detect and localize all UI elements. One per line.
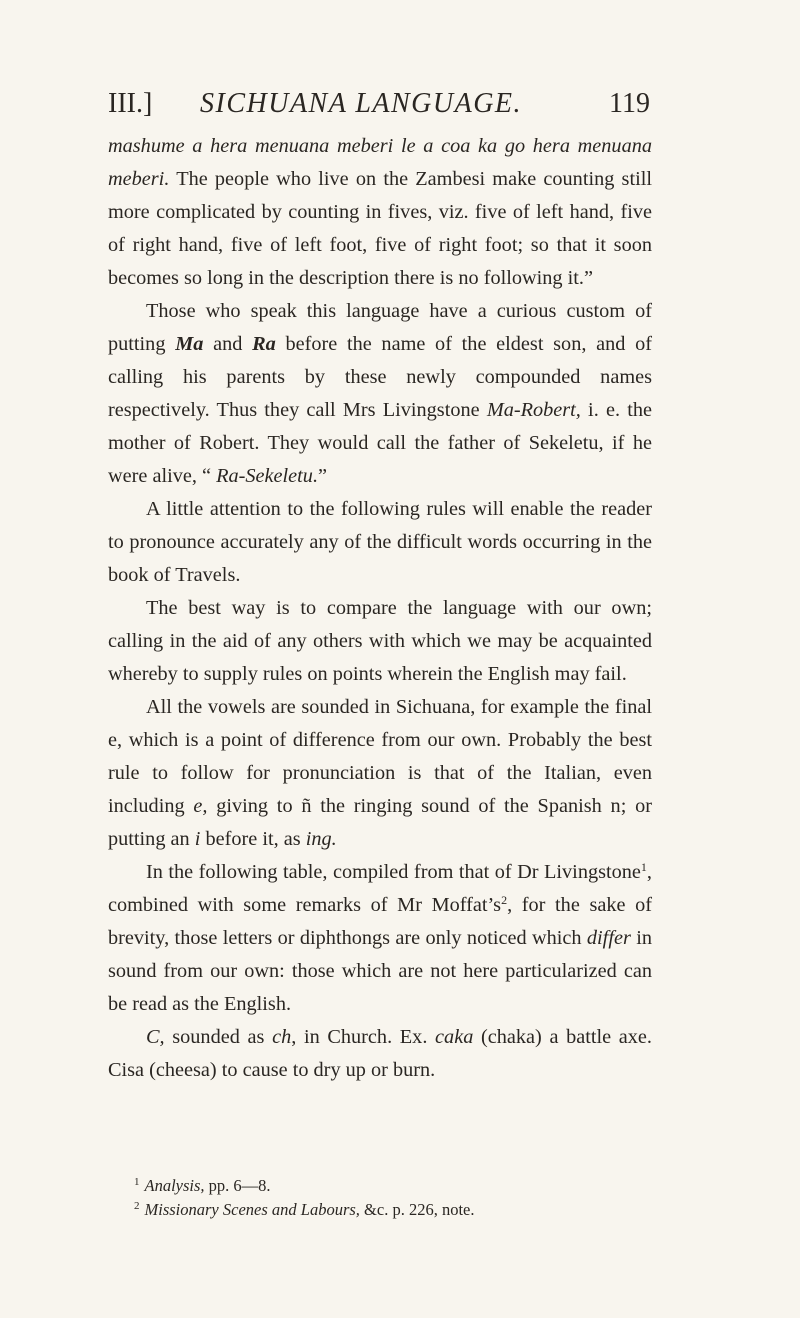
text-run: In the following table, compiled from that of Dr Livingstone [146,861,641,883]
paragraph [108,592,652,691]
emphasis-text: Ra [252,333,276,355]
text-run: sounded as [164,1026,273,1048]
text-run: i. e. the mother of Robert. They would call the father of Sekeletu, if he were alive, “ [108,399,652,487]
text-run: Those who speak this language have a curious custom of putting [108,300,652,355]
paragraph [108,295,652,493]
paragraph [108,493,652,592]
emphasis-text: ch [272,1026,292,1048]
emphasis-text: e, [193,795,208,817]
paragraph [108,130,652,295]
text-run: in sound from our own: those which are not here particularized can be read as the English. [108,927,652,1015]
footnote-mark: 1 [134,1176,140,1188]
emphasis-text: Ma [175,333,204,355]
footnote-detail: pp. 6—8. [204,1176,271,1195]
running-header [108,84,650,124]
text-run: , in Church. Ex. [291,1026,436,1048]
emphasis-text: C, [146,1026,165,1048]
footnotes [108,1174,652,1222]
text-run: before it, as [200,828,306,850]
text-run: (chaka) a battle axe. Cisa (cheesa) to cause to dry up or burn. [108,1026,653,1081]
text-run: ” [318,465,328,487]
footnote-detail: &c. p. 226, note. [359,1200,475,1219]
emphasis-text: Ra-Sekeletu. [216,465,319,487]
chapter-number: III.] [108,88,153,119]
text-run: All the vowels are sounded in Sichuana, for example the final e, which is a point of difference from our own. Probably the best rule to follow for pronunciation is that of the Italian, even including [108,696,652,817]
emphasis-text: ing. [305,828,337,850]
text-run: , for the sake of brevity, those letters or diphthongs are only noticed which [108,894,652,949]
text-run: and [203,333,253,355]
running-title: SICHUANA LANGUAGE. [200,88,523,119]
text-run: The best way is to compare the language with our own; calling in the aid of any others with which we may be acquainted whereby to supply rules on points wherein the English may fail. [108,597,652,685]
emphasis-text: mashume a hera menuana meberi le a coa ka go hera menuana meberi. [108,135,652,190]
emphasis-text: caka [435,1026,474,1048]
footnote [108,1198,652,1222]
footnote-ref: 2 [501,893,508,907]
text-run: giving to ñ the ringing sound of the Spanish n; or putting an [108,795,652,850]
text-run: before the name of the eldest son, and of calling his parents by these newly compounded names respectively. Thus they call Mrs Livingstone [108,333,652,421]
page-number: 119 [609,88,650,119]
paragraph [108,856,652,1021]
footnote-mark: 2 [134,1200,140,1212]
footnote-ref: 1 [640,860,647,874]
text-run: The people who live on the Zambesi make counting still more complicated by counting in fives, viz. five of left hand, five of right hand, five of left foot, five of right foot; so that it soon becomes so long in the description there is no following it.” [108,168,652,289]
emphasis-text: i [194,828,201,850]
footnote-source: Missionary Scenes and Labours, [144,1200,360,1219]
text-run: , combined with some remarks of Mr Moffat’s [108,861,652,916]
paragraph [108,1021,652,1087]
body-text [108,130,652,1087]
paragraph [108,691,652,856]
emphasis-text: differ [586,927,631,949]
footnote [108,1174,652,1198]
footnote-source: Analysis, [144,1176,205,1195]
emphasis-text: Ma-Robert, [486,399,581,421]
text-run: A little attention to the following rules will enable the reader to pronounce accurately any of the difficult words occurring in the book of Travels. [108,498,652,586]
